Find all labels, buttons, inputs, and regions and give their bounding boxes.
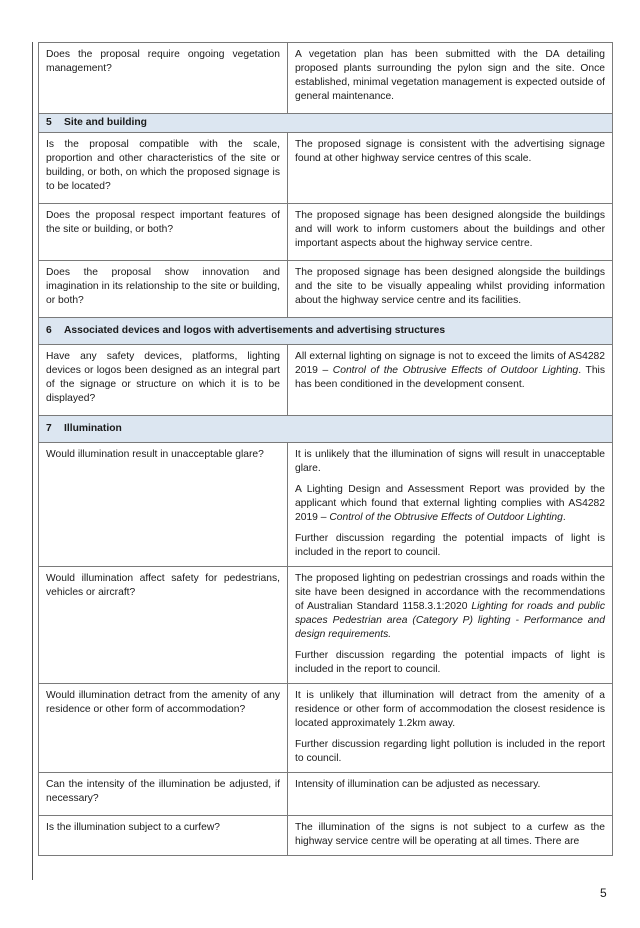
table-row (39, 43, 613, 114)
table-row (39, 204, 613, 261)
section-number: 6 (46, 325, 52, 336)
section-heading-row (39, 416, 613, 443)
response-cell: Intensity of illumination can be adjusted as necessary. (288, 773, 613, 816)
response-paragraph (295, 572, 605, 642)
section-title: Site and building (64, 117, 147, 128)
question-cell: Does the proposal show innovation and imagination in its relationship to the site or building, or both? (39, 261, 288, 318)
question-cell: Would illumination detract from the amenity of any residence or other form of accommodation? (39, 684, 288, 773)
response-cell: The proposed signage has been designed alongside the buildings and the site to be visually appealing whilst providing information about the highway service centre and its facilities. (288, 261, 613, 318)
question-cell: Is the proposal compatible with the scale, proportion and other characteristics of the site or building, or both, on which the proposed signage is to be located? (39, 133, 288, 204)
standard-title: Control of the Obtrusive Effects of Outdoor Lighting (332, 365, 579, 376)
response-paragraph: It is unlikely that illumination will detract from the amenity of a residence or other form of accommodation the closest residence is located approximately 1.2km away. (295, 690, 605, 729)
response-cell: A vegetation plan has been submitted with the DA detailing proposed plants surrounding the pylon sign and the site. Once established, minimal vegetation management is expected outside of general maintenance. (288, 43, 613, 114)
page-number: 5 (600, 886, 607, 900)
section-number: 7 (46, 423, 52, 434)
question-cell: Is the illumination subject to a curfew? (39, 816, 288, 856)
table-row (39, 443, 613, 567)
table-row (39, 261, 613, 318)
table-row (39, 345, 613, 416)
response-paragraph: It is unlikely that the illumination of signs will result in unacceptable glare. (295, 449, 605, 474)
question-cell: Does the proposal require ongoing vegetation management? (39, 43, 288, 114)
table-row (39, 684, 613, 773)
response-text: . This has been conditioned in the development consent. (295, 365, 605, 390)
response-paragraph: Further discussion regarding light pollution is included in the report to council. (295, 739, 605, 764)
response-cell: The illumination of the signs is not subject to a curfew as the highway service centre will be operating at all times. There are (288, 816, 613, 856)
response-cell (288, 684, 613, 773)
table-row (39, 567, 613, 684)
table-row (39, 133, 613, 204)
section-title: Illumination (64, 423, 122, 434)
response-cell (288, 567, 613, 684)
response-cell: The proposed signage has been designed alongside the buildings and will work to inform customers about the buildings and other important aspects about the highway service centre. (288, 204, 613, 261)
assessment-table (38, 42, 613, 856)
section-number: 5 (46, 117, 52, 128)
section-heading-row (39, 318, 613, 345)
section-heading-row (39, 114, 613, 133)
response-text: All external lighting on signage is not to exceed the limits of AS4282 2019 – (295, 351, 605, 376)
question-cell: Would illumination result in unacceptable glare? (39, 443, 288, 567)
response-paragraph: Further discussion regarding the potential impacts of light is included in the report to council. (295, 533, 605, 558)
document-page (32, 42, 604, 880)
question-cell: Would illumination affect safety for pedestrians, vehicles or aircraft? (39, 567, 288, 684)
standard-title: Lighting for roads and public spaces Pedestrian area (Category P) lighting - Performance and design requirements. (295, 601, 605, 640)
section-heading (39, 318, 613, 345)
table-row (39, 816, 613, 856)
question-cell: Have any safety devices, platforms, lighting devices or logos been designed as an integral part of the signage or structure on which it is to be displayed? (39, 345, 288, 416)
response-cell (288, 443, 613, 567)
table-row (39, 773, 613, 816)
question-cell: Does the proposal respect important features of the site or building, or both? (39, 204, 288, 261)
response-text: . (562, 512, 566, 523)
section-heading (39, 416, 613, 443)
response-cell (288, 345, 613, 416)
section-title: Associated devices and logos with advertisements and advertising structures (64, 325, 446, 336)
left-margin-rule (32, 42, 33, 880)
response-cell: The proposed signage is consistent with the advertising signage found at other highway service centres of this scale. (288, 133, 613, 204)
section-heading (39, 114, 613, 133)
response-text: A Lighting Design and Assessment Report was provided by the applicant which found that external lighting complies with AS4282 2019 – (295, 484, 605, 523)
question-cell: Can the intensity of the illumination be adjusted, if necessary? (39, 773, 288, 816)
response-paragraph: Further discussion regarding the potential impacts of light is included in the report to council. (295, 650, 605, 675)
response-paragraph (295, 483, 605, 525)
standard-title: Control of the Obtrusive Effects of Outdoor Lighting (329, 512, 563, 523)
response-text: The proposed lighting on pedestrian crossings and roads within the site have been designed in accordance with the recommendations of Australian Standard 1158.3.1:2020 (295, 573, 605, 612)
